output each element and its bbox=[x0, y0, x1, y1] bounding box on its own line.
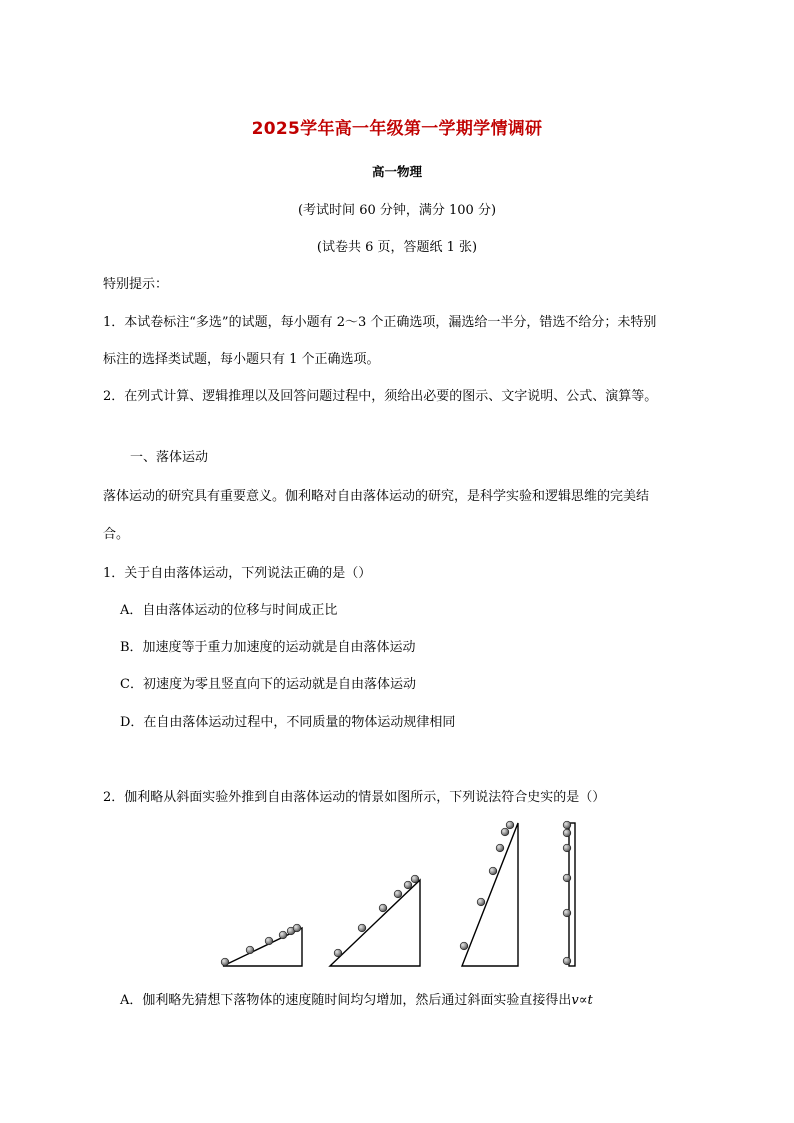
notice-item-1-line-1: 1．本试卷标注“多选”的试题，每小题有 2～3 个正确选项，漏选给一半分，错选不给分；未特别 bbox=[103, 315, 657, 330]
section-heading: 一、落体运动 bbox=[130, 450, 209, 465]
exam-title: 2025学年高一年级第一学期学情调研 bbox=[251, 119, 543, 139]
incline-experiment-figure bbox=[215, 815, 595, 975]
question-1-option-c[interactable]: C．初速度为零且竖直向下的运动就是自由落体运动 bbox=[120, 677, 416, 692]
question-1-stem: 1．关于自由落体运动，下列说法正确的是（） bbox=[103, 566, 372, 581]
question-1-option-d[interactable]: D．在自由落体运动过程中，不同质量的物体运动规律相同 bbox=[120, 715, 456, 730]
notice-heading: 特别提示： bbox=[103, 277, 169, 292]
section-intro-line-2: 合。 bbox=[103, 527, 130, 542]
proportional-formula: v∝t bbox=[571, 993, 593, 1008]
incline-2 bbox=[330, 880, 420, 966]
question-1-option-a[interactable]: A．自由落体运动的位移与时间成正比 bbox=[120, 603, 338, 618]
question-2-option-a[interactable] bbox=[120, 989, 593, 1008]
exam-time-info: (考试时间 60 分钟，满分 100 分) bbox=[297, 203, 497, 218]
question-2-option-a-text: A．伽利略先猜想下落物体的速度随时间均匀增加，然后通过斜面实验直接得出 bbox=[120, 993, 572, 1008]
notice-item-2: 2．在列式计算、逻辑推理以及回答问题过程中，须给出必要的图示、文字说明、公式、演算等。 bbox=[103, 389, 658, 404]
notice-item-1-line-2: 标注的选择类试题，每小题只有 1 个正确选项。 bbox=[103, 352, 380, 367]
subject-label: 高一物理 bbox=[371, 164, 422, 179]
incline-3 bbox=[462, 823, 518, 966]
vertical-drop-board bbox=[569, 823, 575, 966]
question-1-option-b[interactable]: B．加速度等于重力加速度的运动就是自由落体运动 bbox=[120, 640, 416, 655]
question-2-stem: 2．伽利略从斜面实验外推到自由落体运动的情景如图所示，下列说法符合史实的是（） bbox=[103, 790, 606, 805]
section-intro-line-1: 落体运动的研究具有重要意义。伽利略对自由落体运动的研究，是科学实验和逻辑思维的完美结 bbox=[103, 489, 650, 504]
paper-info: (试卷共 6 页，答题纸 1 张) bbox=[316, 240, 478, 255]
